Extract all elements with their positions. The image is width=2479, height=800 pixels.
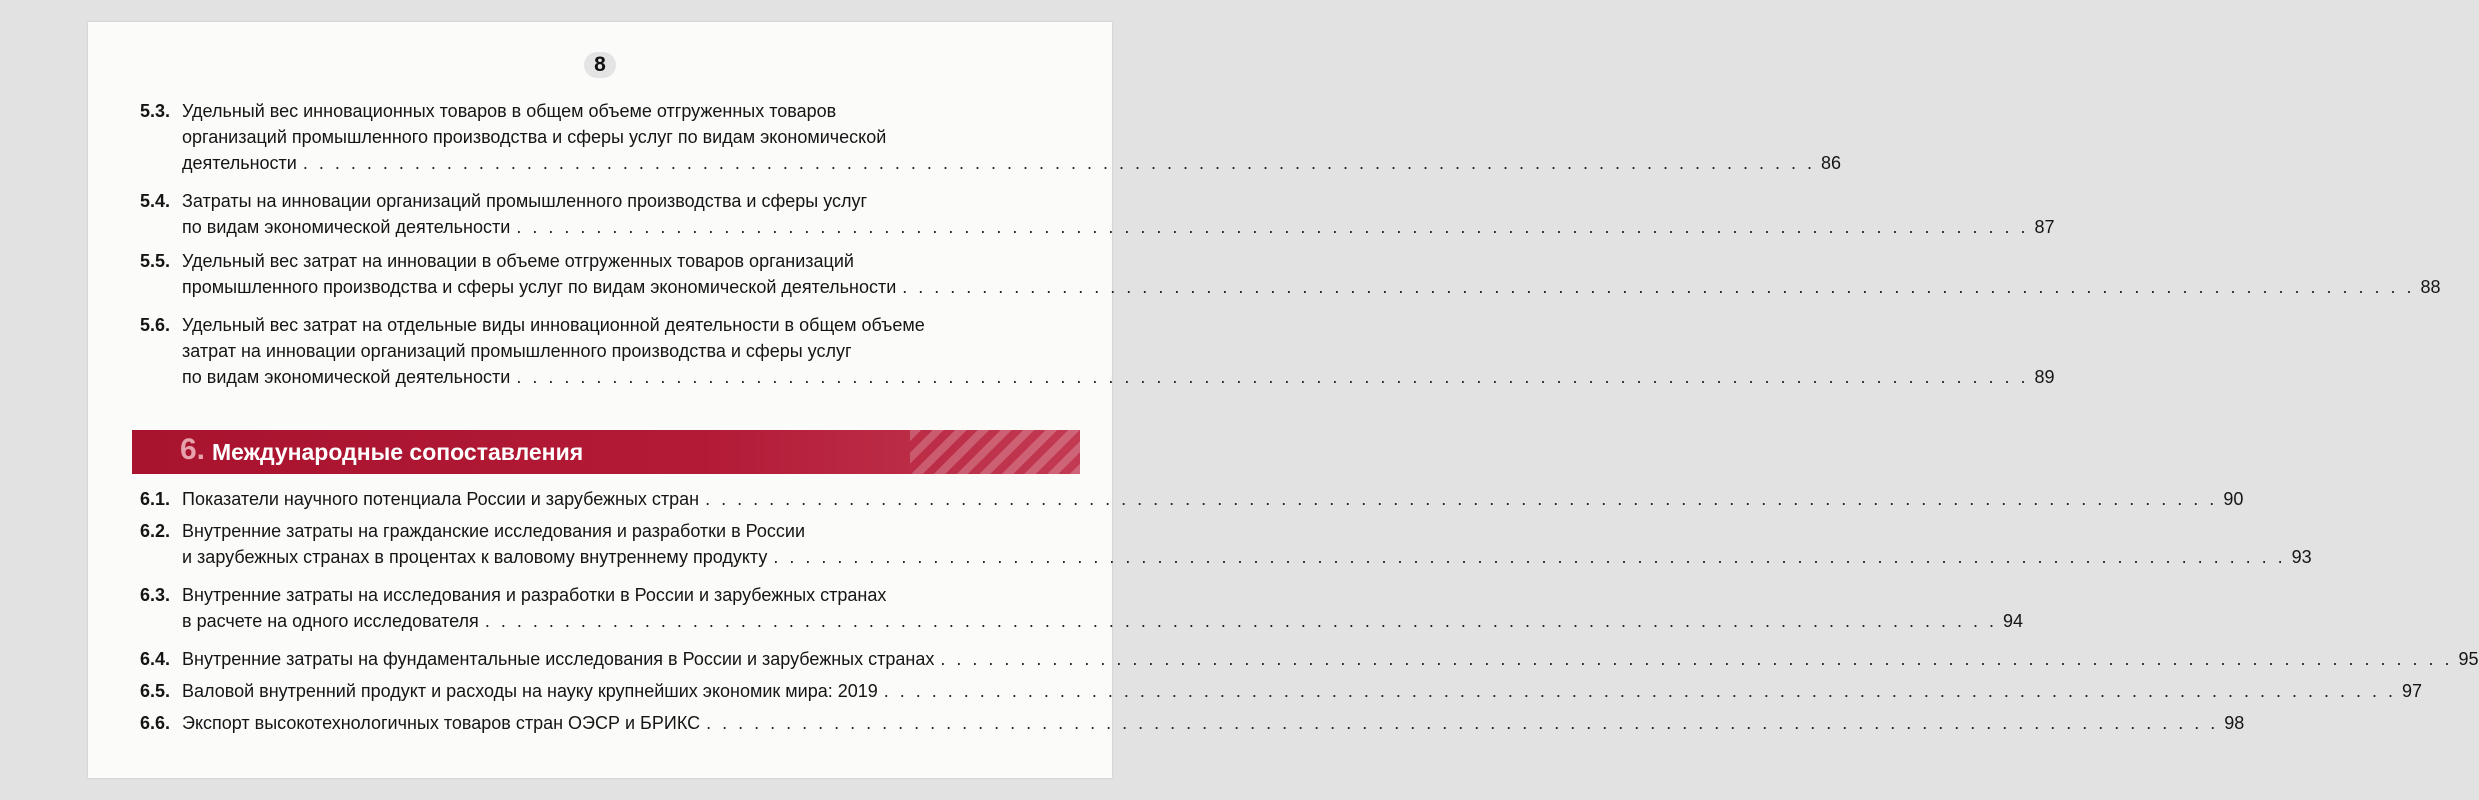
toc-entry-line: промышленного производства и сферы услуг по видам экономической деятельности: [182, 277, 897, 297]
dot-leader: . . . . . . . . . . . . . . . . . . . . . . . . . . . . . . . . . . . . . . . . . . . . . . . . . . . . . . . . . . . . . . . . . . . . . . . . . . . . . . . . . . . . . . . . . . . . . . .: [902, 277, 2415, 297]
toc-entry-number: 5.5.: [140, 251, 171, 271]
toc-entry-last-line: [182, 274, 2441, 300]
toc-entry-last-line: [182, 544, 2312, 570]
toc-entry-text: [182, 646, 2479, 672]
toc-entry-line: деятельности: [182, 153, 297, 173]
toc-entry[interactable]: [140, 312, 2055, 390]
toc-entry-line: Внутренние затраты на гражданские исследования и разработки в России: [182, 521, 806, 541]
toc-entry[interactable]: [140, 188, 2055, 240]
toc-entry-text: [182, 582, 2024, 634]
toc-entry-last-line: [182, 710, 2245, 736]
toc-entry-line: Валовой внутренний продукт и расходы на науку крупнейших экономик мира: 2019: [182, 681, 878, 701]
toc-entry-number: 6.4.: [140, 649, 171, 669]
toc-entry-line: Затраты на инновации организаций промышленного производства и сферы услуг: [182, 191, 868, 211]
toc-entry-page: 93: [2291, 547, 2312, 567]
page-number-badge: [88, 52, 1112, 78]
toc-entry[interactable]: [140, 646, 2479, 672]
toc-entry-last-line: [182, 214, 2055, 240]
toc-entry-number: 6.2.: [140, 521, 171, 541]
toc-entry-page: 90: [2223, 489, 2244, 509]
dot-leader: . . . . . . . . . . . . . . . . . . . . . . . . . . . . . . . . . . . . . . . . . . . . . . . . . . . . . . . . . . . . . . . . . . . . . . . . . . . . . . . . . . . . . . . . . . . . . . .: [705, 489, 2218, 509]
toc-entry-text: [182, 678, 2423, 704]
toc-entry-page: 94: [2003, 611, 2024, 631]
toc-entry-line: организаций промышленного производства и сферы услуг по видам экономической: [182, 127, 887, 147]
toc-entry-line: Удельный вес инновационных товаров в общем объеме отгруженных товаров: [182, 101, 837, 121]
toc-entry-line: по видам экономической деятельности: [182, 217, 511, 237]
toc-entry-number: 5.4.: [140, 191, 171, 211]
toc-entry-page: 87: [2034, 217, 2055, 237]
toc-entry-line: затрат на инновации организаций промышленного производства и сферы услуг: [182, 341, 852, 361]
toc-entry-line: Экспорт высокотехнологичных товаров стран ОЭСР и БРИКС: [182, 713, 701, 733]
dot-leader: . . . . . . . . . . . . . . . . . . . . . . . . . . . . . . . . . . . . . . . . . . . . . . . . . . . . . . . . . . . . . . . . . . . . . . . . . . . . . . . . . . . . . . . . . . . . . . .: [302, 153, 1816, 173]
toc-entry-last-line: [182, 150, 1842, 176]
toc-entry-text: [182, 486, 2244, 512]
dot-leader: . . . . . . . . . . . . . . . . . . . . . . . . . . . . . . . . . . . . . . . . . . . . . . . . . . . . . . . . . . . . . . . . . . . . . . . . . . . . . . . . . . . . . . . . . . . . . . .: [940, 649, 2453, 669]
document-page: [88, 22, 2479, 778]
toc-entry-line: Удельный вес затрат на отдельные виды инновационной деятельности в общем объеме: [182, 315, 925, 335]
toc-entry-line: по видам экономической деятельности: [182, 367, 511, 387]
dot-leader: . . . . . . . . . . . . . . . . . . . . . . . . . . . . . . . . . . . . . . . . . . . . . . . . . . . . . . . . . . . . . . . . . . . . . . . . . . . . . . . . . . . . . . . . . . . . . . .: [883, 681, 2396, 701]
toc-entry-text: [182, 98, 1842, 176]
toc-entry-page: 88: [2420, 277, 2441, 297]
section-number: 6.: [180, 433, 206, 466]
dot-leader: . . . . . . . . . . . . . . . . . . . . . . . . . . . . . . . . . . . . . . . . . . . . . . . . . . . . . . . . . . . . . . . . . . . . . . . . . . . . . . . . . . . . . . . . . . . . . . .: [516, 217, 2029, 237]
toc-entry-page: 98: [2224, 713, 2245, 733]
toc-entry[interactable]: [140, 518, 2312, 570]
toc-entry[interactable]: [140, 248, 2441, 300]
toc-entry-page: 95: [2458, 649, 2479, 669]
page-number: 8: [584, 52, 616, 78]
dot-leader: . . . . . . . . . . . . . . . . . . . . . . . . . . . . . . . . . . . . . . . . . . . . . . . . . . . . . . . . . . . . . . . . . . . . . . . . . . . . . . . . . . . . . . . . . . . . . . .: [706, 713, 2219, 733]
toc-entry-number: 6.3.: [140, 585, 171, 605]
toc-entry-page: 97: [2401, 681, 2423, 701]
toc-entry-last-line: [182, 486, 2244, 512]
toc-entry[interactable]: [140, 710, 2245, 736]
toc-entry-last-line: [182, 364, 2055, 390]
toc-entry[interactable]: [140, 98, 1842, 176]
dot-leader: . . . . . . . . . . . . . . . . . . . . . . . . . . . . . . . . . . . . . . . . . . . . . . . . . . . . . . . . . . . . . . . . . . . . . . . . . . . . . . . . . . . . . . . . . . . . . . .: [484, 611, 1997, 631]
toc-entry-text: [182, 710, 2245, 736]
section-title: Международные сопоставления: [212, 439, 584, 465]
toc-entry-line: Показатели научного потенциала России и зарубежных стран: [182, 489, 700, 509]
toc-entry[interactable]: [140, 582, 2024, 634]
toc-entry-number: 6.1.: [140, 489, 171, 509]
toc-entry-number: 6.5.: [140, 681, 171, 701]
toc-entry-number: 5.6.: [140, 315, 171, 335]
toc-entry-last-line: [182, 678, 2423, 704]
toc-entry[interactable]: [140, 678, 2423, 704]
toc-entry-text: [182, 248, 2441, 300]
toc-entry-line: и зарубежных странах в процентах к валовому внутреннему продукту: [182, 547, 768, 567]
toc-entry-number: 6.6.: [140, 713, 171, 733]
section-header-stripes: [910, 430, 1080, 474]
toc-entry[interactable]: [140, 486, 2244, 512]
toc-entry-line: Внутренние затраты на фундаментальные исследования в России и зарубежных странах: [182, 649, 935, 669]
toc-entry-page: 89: [2034, 367, 2055, 387]
toc-entry-text: [182, 518, 2312, 570]
toc-entry-number: 5.3.: [140, 101, 171, 121]
toc-entry-text: [182, 188, 2055, 240]
toc-entry-last-line: [182, 646, 2479, 672]
toc-entry-line: Внутренние затраты на исследования и разработки в России и зарубежных странах: [182, 585, 887, 605]
dot-leader: . . . . . . . . . . . . . . . . . . . . . . . . . . . . . . . . . . . . . . . . . . . . . . . . . . . . . . . . . . . . . . . . . . . . . . . . . . . . . . . . . . . . . . . . . . . . . . .: [773, 547, 2286, 567]
section-header: [132, 430, 1080, 474]
toc-entry-last-line: [182, 608, 2024, 634]
toc-entry-page: 86: [1821, 153, 1842, 173]
toc-entry-line: в расчете на одного исследователя: [182, 611, 479, 631]
dot-leader: . . . . . . . . . . . . . . . . . . . . . . . . . . . . . . . . . . . . . . . . . . . . . . . . . . . . . . . . . . . . . . . . . . . . . . . . . . . . . . . . . . . . . . . . . . . . . . .: [516, 367, 2029, 387]
toc-entry-text: [182, 312, 2055, 390]
toc-entry-line: Удельный вес затрат на инновации в объеме отгруженных товаров организаций: [182, 251, 854, 271]
